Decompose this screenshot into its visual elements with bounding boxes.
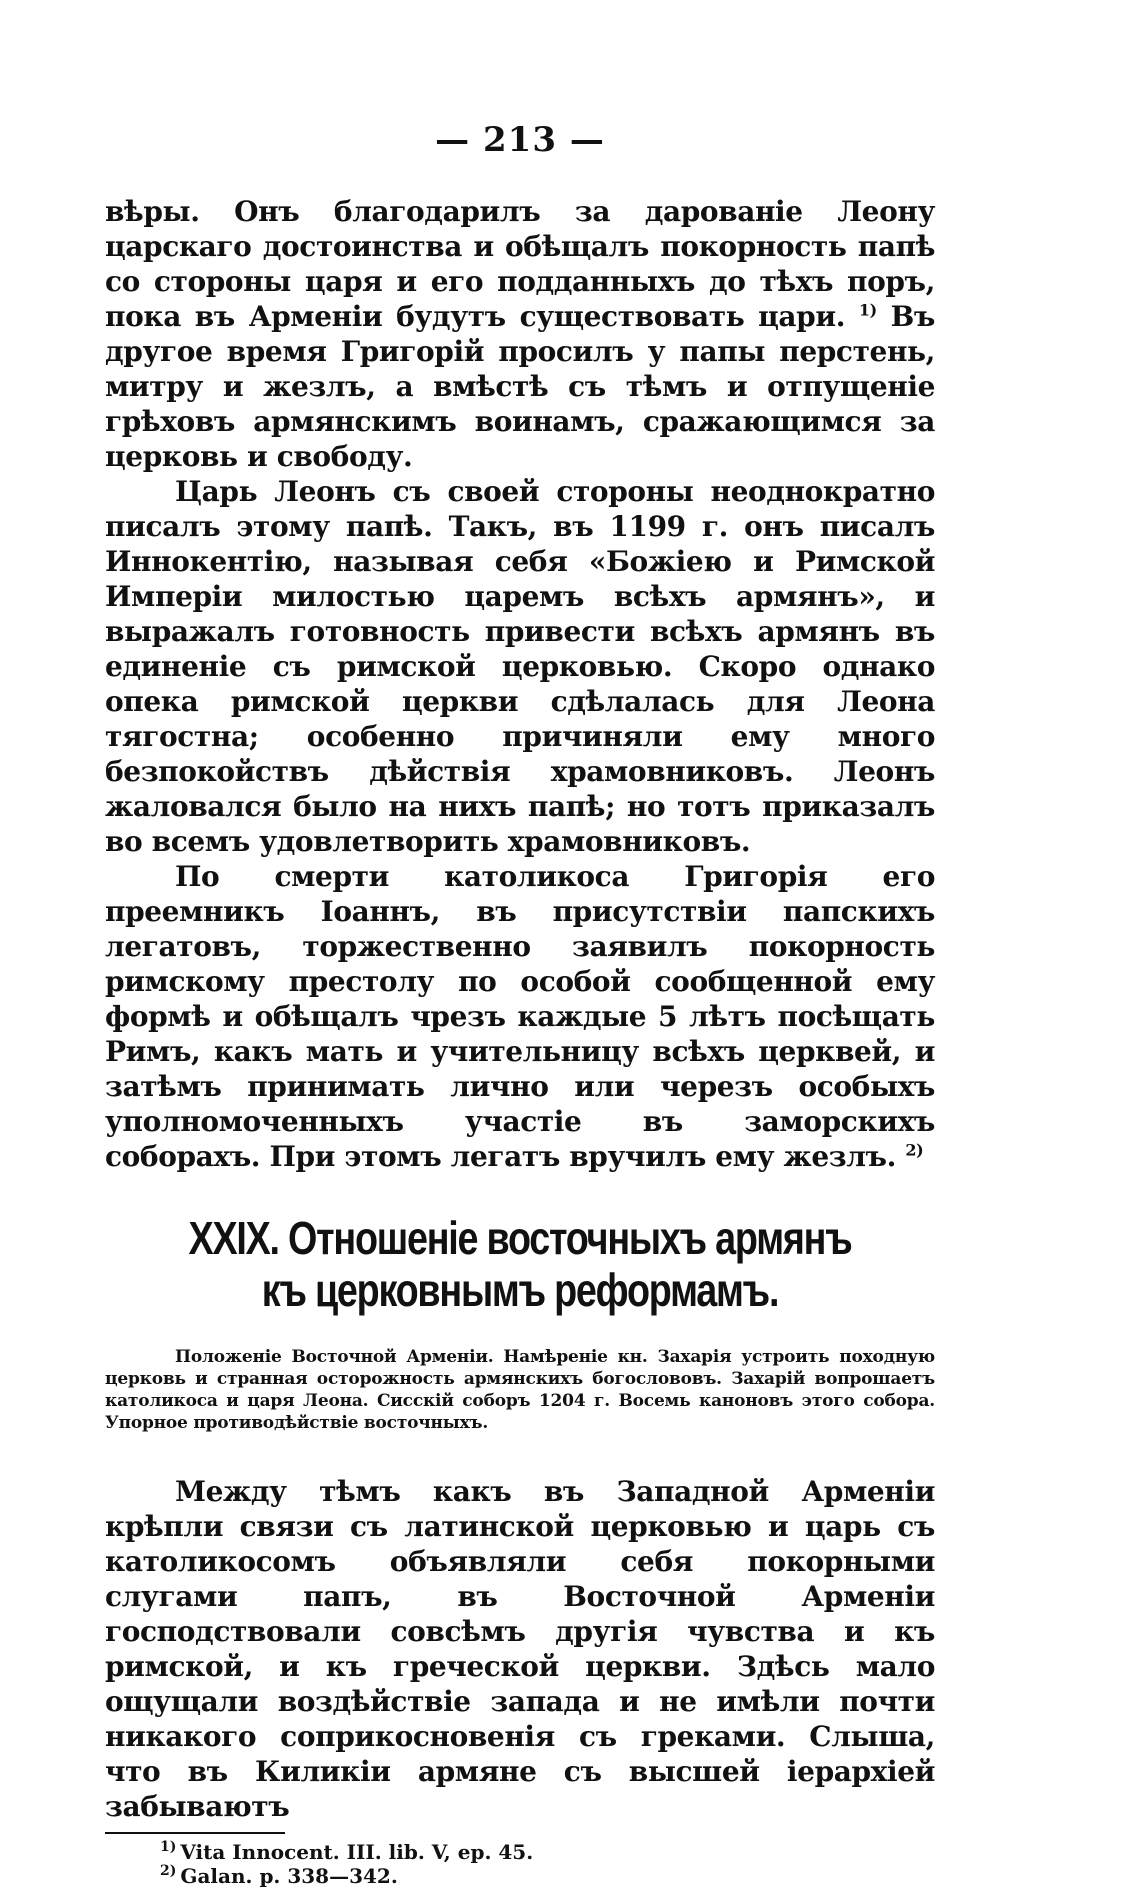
- paragraph-1-text: вѣры. Онъ благодарилъ за дарованіе Леону царскаго достоинства и обѣщалъ покорность папѣ со стороны царя и его подданныхъ до тѣхъ поръ, пока въ Арменіи будутъ существовать цари.: [105, 195, 935, 333]
- section-summary: Положеніе Восточной Арменіи. Намѣреніе кн. Захарія устроить походную церковь и странная осторожность армянскихъ богослововъ. Захарій вопрошаетъ католикоса и царя Леона. Сисскій соборъ 1204 г. Восемь каноновъ этого собора. Упорное противодѣйствіе восточныхъ.: [105, 1347, 935, 1433]
- page-number: — 213 —: [435, 120, 605, 160]
- footnote-1: [160, 1840, 935, 1864]
- paragraph-1: [105, 194, 935, 474]
- paragraph-3: [105, 859, 935, 1174]
- paragraph-3-text: По смерти католикоса Григорія его преемникъ Іоаннъ, въ присутствіи папскихъ легатовъ, торжественно заявилъ покорность римскому престолу по особой сообщенной ему формѣ и обѣщалъ чрезъ каждые 5 лѣтъ посѣщать Римъ, какъ мать и учительницу всѣхъ церквей, и затѣмъ принимать лично или черезъ особыхъ уполномоченныхъ участіе въ заморскихъ соборахъ. При этомъ легатъ вручилъ ему жезлъ.: [105, 860, 935, 1173]
- footnote-2-mark: 2): [160, 1863, 177, 1880]
- footnote-2: [160, 1864, 935, 1888]
- paragraph-4: Между тѣмъ какъ въ Западной Арменіи крѣпли связи съ латинской церковью и царь съ католикосомъ объявляли себя покорными слугами папъ, въ Восточной Арменіи господствовали совсѣмъ другія чувства и къ римской, и къ греческой церкви. Здѣсь мало ощущали воздѣйствіе запада и не имѣли почти никакого соприкосновенія съ греками. Слыша, что въ Киликіи армяне съ высшей іерархіей забываютъ: [105, 1475, 935, 1823]
- section-heading: XXIX. Отношеніе восточныхъ армянъ къ церковнымъ реформамъ.: [188, 1212, 852, 1316]
- paragraph-2: Царь Леонъ съ своей стороны неоднократно писалъ этому папѣ. Такъ, въ 1199 г. онъ писалъ Иннокентію, называя себя «Божіею и Римской Имперіи милостью царемъ всѣхъ армянъ», и выражалъ готовность привести всѣхъ армянъ въ единеніе съ римской церковью. Скоро однако опека римской церкви сдѣлалась для Леона тягостна; особенно причиняли ему много безпокойствъ дѣйствія храмовниковъ. Леонъ жаловался было на нихъ папѣ; но тотъ приказалъ во всемъ удовлетворить храмовниковъ.: [105, 475, 935, 858]
- book-page: [105, 120, 935, 1888]
- footnote-1-mark: 1): [160, 1839, 177, 1856]
- paragraph-1-text-after: Въ другое время Григорій просилъ у папы перстень, митру и жезлъ, а вмѣстѣ съ тѣмъ и отпущеніе грѣховъ армянскимъ воинамъ, сражающимся за церковь и свободу.: [105, 300, 935, 473]
- footnote-2-text: Galan. p. 338—342.: [180, 1864, 398, 1888]
- footnote-ref-1: 1): [858, 300, 877, 320]
- footnotes: [160, 1840, 935, 1888]
- footnote-divider: [105, 1832, 285, 1834]
- footnote-1-text: Vita Innocent. III. lib. V, ep. 45.: [180, 1840, 534, 1864]
- footnote-ref-2: 2): [905, 1140, 924, 1160]
